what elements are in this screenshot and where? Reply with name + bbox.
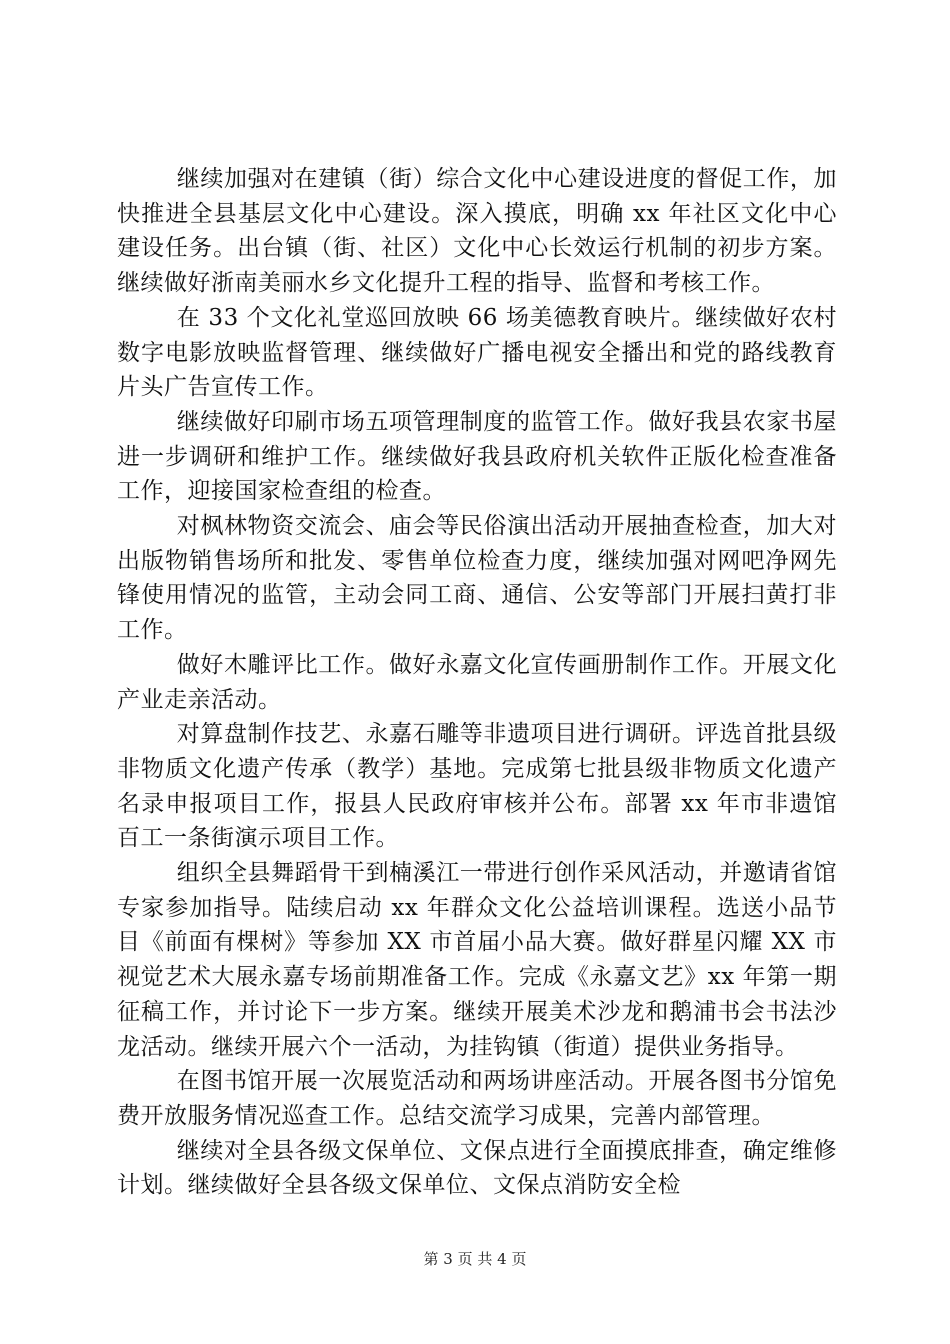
page-number-footer: 第 3 页 共 4 页: [423, 1250, 527, 1268]
paragraph-cultural-centers: 继续加强对在建镇（街）综合文化中心建设进度的督促工作，加快推进全县基层文化中心建设。深入摸底，明确 xx 年社区文化中心建设任务。出台镇（街、社区）文化中心长效运行机制的初步方案。继续做好浙南美丽水乡文化提升工程的指导、监督和考核工作。: [117, 166, 837, 297]
paragraph-inspections: 对枫林物资交流会、庙会等民俗演出活动开展抽查检查，加大对出版物销售场所和批发、零售单位检查力度，继续加强对网吧净网先锋使用情况的监管，主动会同工商、通信、公安等部门开展扫黄打非工作。: [117, 513, 837, 644]
paragraph-intangible-heritage: 对算盘制作技艺、永嘉石雕等非遗项目进行调研。评选首批县级非物质文化遗产传承（教学）基地。完成第七批县级非物质文化遗产名录申报项目工作，报县人民政府审核并公布。部署 xx 年市非遗馆百工一条街演示项目工作。: [117, 721, 837, 852]
paragraph-woodcarving: 做好木雕评比工作。做好永嘉文化宣传画册制作工作。开展文化产业走亲活动。: [117, 651, 837, 713]
paragraph-film-screenings: 在 33 个文化礼堂巡回放映 66 场美德教育映片。继续做好农村数字电影放映监督管理、继续做好广播电视安全播出和党的路线教育片头广告宣传工作。: [117, 304, 837, 401]
paragraph-printing-market: 继续做好印刷市场五项管理制度的监管工作。做好我县农家书屋进一步调研和维护工作。继续做好我县政府机关软件正版化检查准备工作，迎接国家检查组的检查。: [117, 408, 837, 505]
paragraph-library: 在图书馆开展一次展览活动和两场讲座活动。开展各图书分馆免费开放服务情况巡查工作。总结交流学习成果，完善内部管理。: [117, 1068, 837, 1129]
paragraph-mass-culture: 组织全县舞蹈骨干到楠溪江一带进行创作采风活动，并邀请省馆专家参加指导。陆续启动 xx 年群众文化公益培训课程。选送小品节目《前面有棵树》等参加 XX 市首届小品大赛。做好群星闪耀 XX 市视觉艺术大展永嘉专场前期准备工作。完成《永嘉文艺》xx 年第一期征稿工作，并讨论下一步方案。继续开展美术沙龙和鹅浦书会书法沙龙活动。继续开展六个一活动，为挂钩镇（街道）提供业务指导。: [117, 860, 837, 1060]
document-body: [117, 162, 837, 1203]
paragraph-heritage-protection: 继续对全县各级文保单位、文保点进行全面摸底排查，确定维修计划。继续做好全县各级文保单位、文保点消防安全检: [117, 1137, 837, 1199]
